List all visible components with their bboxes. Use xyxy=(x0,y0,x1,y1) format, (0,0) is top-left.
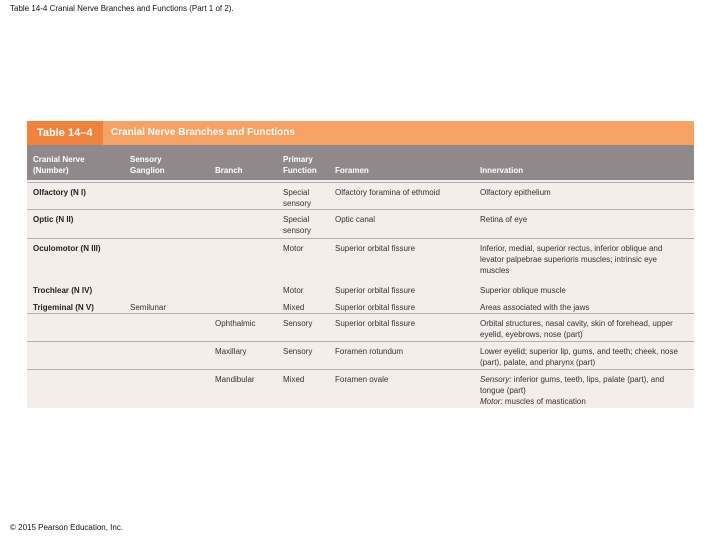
cell-innervation: Superior oblique muscle xyxy=(480,286,566,295)
cell-nerve: Trochlear (N IV) xyxy=(33,286,93,295)
cell-function: Mixed xyxy=(283,375,305,384)
cell-function: Motor xyxy=(283,286,304,295)
header-function: Primary Function xyxy=(283,155,317,175)
cell-foramen: Superior orbital fissure xyxy=(335,303,416,312)
cell-nerve: Olfactory (N I) xyxy=(33,188,86,197)
cell-foramen: Superior orbital fissure xyxy=(335,319,416,328)
cell-function: Sensory xyxy=(283,347,313,356)
cell-function: Sensory xyxy=(283,319,313,328)
cell-foramen: Olfactory foramina of ethmoid xyxy=(335,188,440,197)
cell-foramen: Superior orbital fissure xyxy=(335,286,416,295)
cell-innervation: Sensory: inferior gums, teeth, lips, palate (part), and tongue (part) Motor: muscles of mastication xyxy=(480,375,665,406)
cranial-nerve-table xyxy=(27,121,694,408)
cell-function: Special sensory xyxy=(283,215,312,235)
cell-innervation: Orbital structures, nasal cavity, skin of forehead, upper eyelid, eyebrows, nose (part) xyxy=(480,319,673,339)
table-row xyxy=(27,341,694,370)
table-row xyxy=(27,313,694,342)
cell-branch: Mandibular xyxy=(215,375,255,384)
cell-innervation: Inferior, medial, superior rectus, inferior oblique and levator palpebrae superioris muscles; intrinsic eye muscles xyxy=(480,244,663,275)
header-branch: Branch xyxy=(215,166,243,175)
cell-foramen: Foramen ovale xyxy=(335,375,389,384)
cell-foramen: Superior orbital fissure xyxy=(335,244,416,253)
cell-branch: Maxillary xyxy=(215,347,247,356)
cell-nerve: Optic (N II) xyxy=(33,215,74,224)
cell-branch: Ophthalmic xyxy=(215,319,256,328)
cell-nerve: Oculomotor (N III) xyxy=(33,244,101,253)
header-nerve: Cranial Nerve (Number) xyxy=(33,155,85,175)
cell-nerve: Trigeminal (N V) xyxy=(33,303,94,312)
table-row xyxy=(27,297,694,314)
cell-innervation: Retina of eye xyxy=(480,215,528,224)
table-title-bar xyxy=(27,121,694,145)
table-row xyxy=(27,182,694,210)
cell-function: Special sensory xyxy=(283,188,312,208)
table-row xyxy=(27,238,694,281)
table-header xyxy=(27,145,694,180)
table-title: Cranial Nerve Branches and Functions xyxy=(111,127,295,138)
cell-function: Mixed xyxy=(283,303,305,312)
slide-caption: Table 14-4 Cranial Nerve Branches and Functions (Part 1 of 2). xyxy=(10,4,234,13)
header-innervation: Innervation xyxy=(480,166,524,175)
cell-foramen: Foramen rotundum xyxy=(335,347,404,356)
header-ganglion: Sensory Ganglion xyxy=(130,155,165,175)
cell-innervation: Lower eyelid; superior lip, gums, and teeth; cheek, nose (part), palate, and pharynx (part) xyxy=(480,347,678,367)
cell-foramen: Optic canal xyxy=(335,215,376,224)
cell-innervation: Areas associated with the jaws xyxy=(480,303,590,312)
cell-innervation: Olfactory epithelium xyxy=(480,188,551,197)
copyright: © 2015 Pearson Education, Inc. xyxy=(10,523,124,532)
table-number: Table 14–4 xyxy=(27,121,103,145)
table-row xyxy=(27,280,694,298)
cell-function: Motor xyxy=(283,244,304,253)
table-row xyxy=(27,209,694,239)
cell-ganglion: Semilunar xyxy=(130,303,167,312)
header-foramen: Foramen xyxy=(335,166,369,175)
table-row xyxy=(27,369,694,409)
